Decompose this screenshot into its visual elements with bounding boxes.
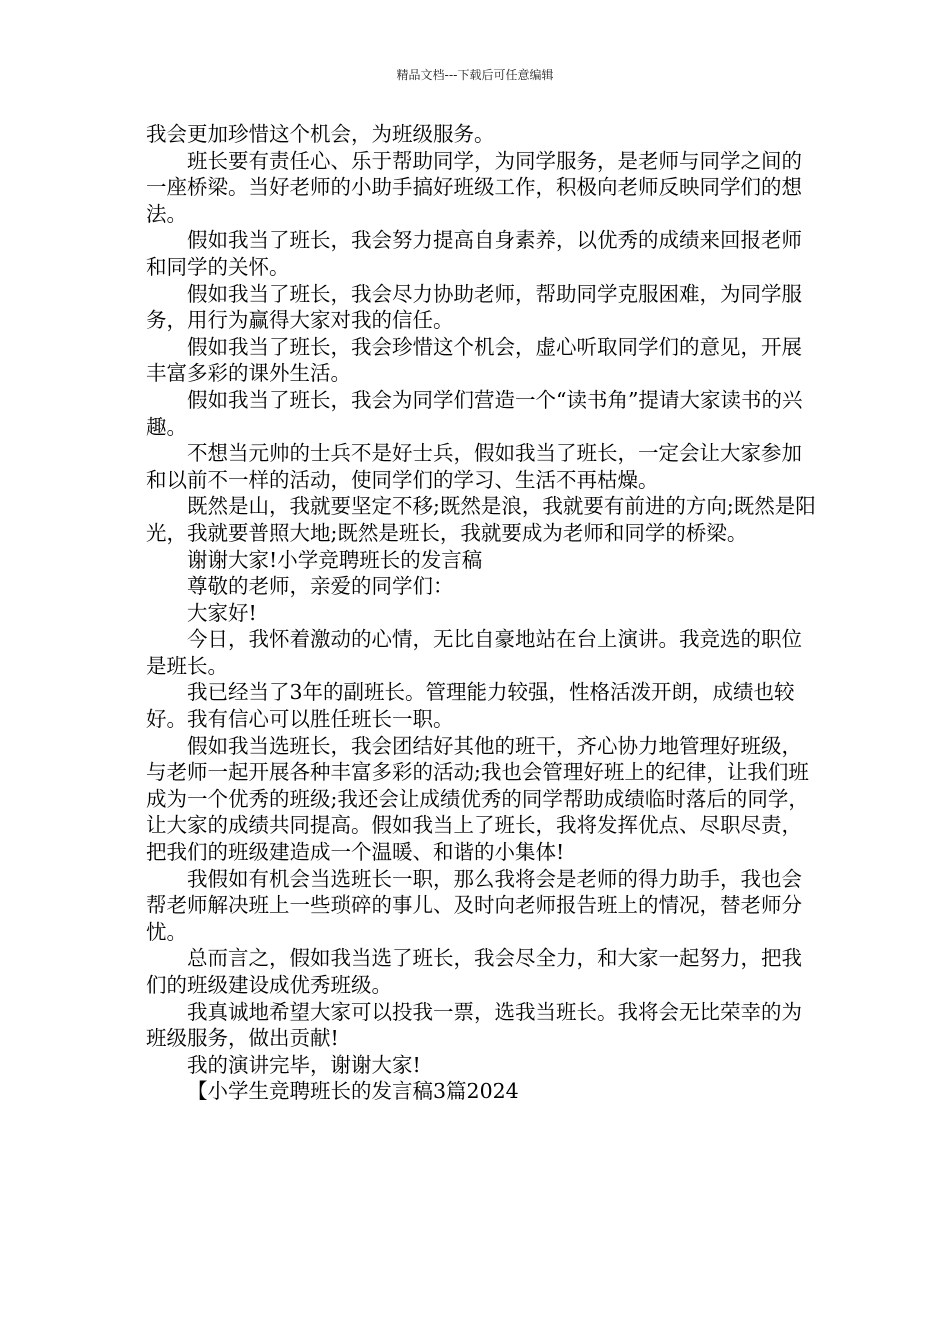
paragraph: 假如我当选班长，我会团结好其他的班干，齐心协力地管理好班级，与老师一起开展各种丰富多彩的活动;我也会管理好班上的纪律，让我们班成为一个优秀的班级;我还会让成绩优秀的同学帮助成绩临时落后的同学，让大家的成绩共同提高。假如我当上了班长，我将发挥优点、尽职尽责，把我们的班级建造成一个温暖、和谐的小集体! <box>146 733 809 865</box>
paragraph: 假如我当了班长，我会为同学们营造一个“读书角”提请大家读书的兴趣。 <box>146 387 803 439</box>
paragraph: 既然是山，我就要坚定不移;既然是浪，我就要有前进的方向;既然是阳光，我就要普照大地;既然是班长，我就要成为老师和同学的桥梁。 <box>146 494 816 545</box>
paragraph: 不想当元帅的士兵不是好士兵，假如我当了班长，一定会让大家参加和以前不一样的活动，使同学们的学习、生活不再枯燥。 <box>146 441 802 492</box>
paragraph: 我真诚地希望大家可以投我一票，选我当班长。我将会无比荣幸的为班级服务，做出贡献! <box>146 999 802 1051</box>
paragraph: 假如我当了班长，我会尽力协助老师，帮助同学克服困难，为同学服务，用行为赢得大家对我的信任。 <box>146 281 802 333</box>
paragraph: 总而言之，假如我当选了班长，我会尽全力，和大家一起努力，把我们的班级建设成优秀班级。 <box>146 946 802 997</box>
paragraph: 我已经当了3年的副班长。管理能力较强，性格活泼开朗，成绩也较好。我有信心可以胜任班长一职。 <box>146 680 795 732</box>
paragraph: 【小学生竞聘班长的发言稿3篇2024 <box>187 1079 519 1104</box>
paragraph: 我会更加珍惜这个机会，为班级服务。 <box>146 122 495 146</box>
paragraph: 谢谢大家!小学竞聘班长的发言稿 <box>187 547 483 572</box>
paragraph: 尊敬的老师，亲爱的同学们： <box>187 574 454 599</box>
paragraph: 我的演讲完毕，谢谢大家! <box>187 1052 421 1077</box>
paragraph: 假如我当了班长，我会努力提高自身素养，以优秀的成绩来回报老师和同学的关怀。 <box>146 228 802 279</box>
paragraph: 我假如有机会当选班长一职，那么我将会是老师的得力助手，我也会帮老师解决班上一些琐碎的事儿、及时向老师报告班上的情况，替老师分忧。 <box>146 866 802 944</box>
document-body <box>146 121 820 1105</box>
paragraph: 大家好! <box>187 600 257 625</box>
paragraph: 班长要有责任心、乐于帮助同学，为同学服务，是老师与同学之间的一座桥梁。当好老师的小助手搞好班级工作，积极向老师反映同学们的想法。 <box>146 148 802 226</box>
page-header: 精品文档---下载后可任意编辑 <box>396 68 554 82</box>
paragraph: 今日，我怀着激动的心情，无比自豪地站在台上演讲。我竞选的职位是班长。 <box>146 627 802 678</box>
paragraph: 假如我当了班长，我会珍惜这个机会，虚心听取同学们的意见，开展丰富多彩的课外生活。 <box>146 334 802 386</box>
